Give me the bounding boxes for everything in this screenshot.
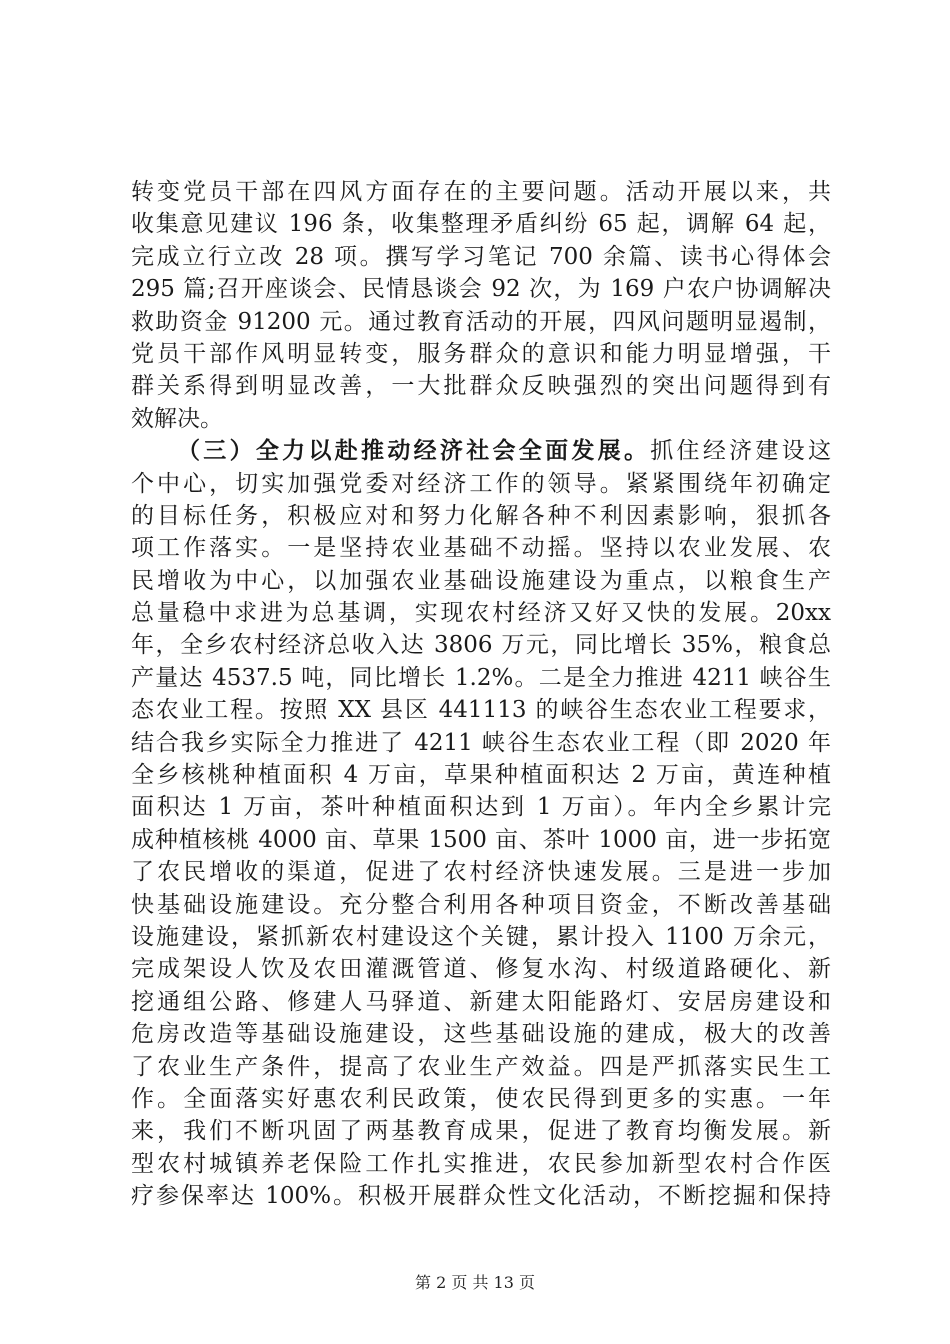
paragraph-line: 项工作落实。一是坚持农业基础不动摇。坚持以农业发展、农 (131, 535, 831, 562)
paragraph-line: 转变党员干部在四风方面存在的主要问题。活动开展以来，共 (131, 179, 831, 205)
paragraph-line: 成种植核桃 4000 亩、草果 1500 亩、茶叶 1000 亩，进一步拓宽 (131, 826, 831, 853)
paragraph-line: 的目标任务，积极应对和努力化解各种不利因素影响，狠抓各 (131, 502, 831, 529)
paragraph-line: 295 篇;召开座谈会、民情恳谈会 92 次，为 169 户农户协调解决 (131, 276, 831, 303)
paragraph-line: 群关系得到明显改善，一大批群众反映强烈的突出问题得到有 (131, 373, 831, 400)
paragraph-line: 效解决。 (131, 405, 223, 432)
paragraph-line: 年，全乡农村经济总收入达 3806 万元，同比增长 35%，粮食总 (131, 632, 831, 659)
paragraph-line: 完成立行立改 28 项。撰写学习笔记 700 余篇、读书心得体会 (131, 243, 831, 270)
paragraph-line: 民增收为中心，以加强农业基础设施建设为重点，以粮食生产 (131, 567, 831, 594)
paragraph-line: 作。全面落实好惠农利民政策，使农民得到更多的实惠。一年 (131, 1085, 831, 1112)
paragraph-line: 快基础设施建设。充分整合利用各种项目资金，不断改善基础 (131, 891, 831, 918)
paragraph-line: 救助资金 91200 元。通过教育活动的开展，四风问题明显遏制， (131, 308, 831, 335)
paragraph-line: 面积达 1 万亩，茶叶种植面积达到 1 万亩）。年内全乡累计完 (131, 794, 831, 821)
paragraph-line: 型农村城镇养老保险工作扎实推进，农民参加新型农村合作医 (131, 1150, 831, 1177)
page-footer: 第 2 页 共 13 页 (415, 1273, 535, 1292)
paragraph-line: 设施建设，紧抓新农村建设这个关键，累计投入 1100 万余元， (131, 923, 831, 950)
paragraph-line: 完成架设人饮及农田灌溉管道、修复水沟、村级道路硬化、新 (131, 956, 831, 983)
paragraph-line: 产量达 4537.5 吨，同比增长 1.2%。二是全力推进 4211 峡谷生 (131, 664, 831, 691)
paragraph-line: 个中心，切实加强党委对经济工作的领导。紧紧围绕年初确定 (131, 470, 831, 497)
paragraph-line: 全乡核桃种植面积 4 万亩，草果种植面积达 2 万亩，黄连种植 (131, 762, 831, 789)
paragraph-line: 挖通组公路、修建人马驿道、新建太阳能路灯、安居房建设和 (131, 988, 831, 1015)
paragraph-line: 疗参保率达 100%。积极开展群众性文化活动，不断挖掘和保持 (131, 1183, 831, 1210)
body-text (131, 176, 831, 1213)
paragraph-line: 态农业工程。按照 XX 县区 441113 的峡谷生态农业工程要求， (131, 697, 831, 724)
paragraph-line: 党员干部作风明显转变，服务群众的意识和能力明显增强，干 (131, 340, 831, 367)
section-heading: （三）全力以赴推动经济社会全面发展。 (177, 437, 651, 465)
paragraph-line: 危房改造等基础设施建设，这些基础设施的建成，极大的改善 (131, 1021, 831, 1048)
paragraph-line: 来，我们不断巩固了两基教育成果，促进了教育均衡发展。新 (131, 1118, 831, 1145)
paragraph-line: 结合我乡实际全力推进了 4211 峡谷生态农业工程（即 2020 年 (131, 729, 831, 756)
paragraph-first-line (131, 435, 831, 467)
paragraph-line: 了农民增收的渠道，促进了农村经济快速发展。三是进一步加 (131, 859, 831, 886)
paragraph-line: 了农业生产条件，提高了农业生产效益。四是严抓落实民生工 (131, 1053, 831, 1080)
paragraph-line: 总量稳中求进为总基调，实现农村经济又好又快的发展。20xx (131, 600, 831, 627)
paragraph-line: 收集意见建议 196 条，收集整理矛盾纠纷 65 起，调解 64 起， (131, 211, 831, 238)
paragraph-line-rest: 抓住经济建设这 (650, 438, 832, 465)
